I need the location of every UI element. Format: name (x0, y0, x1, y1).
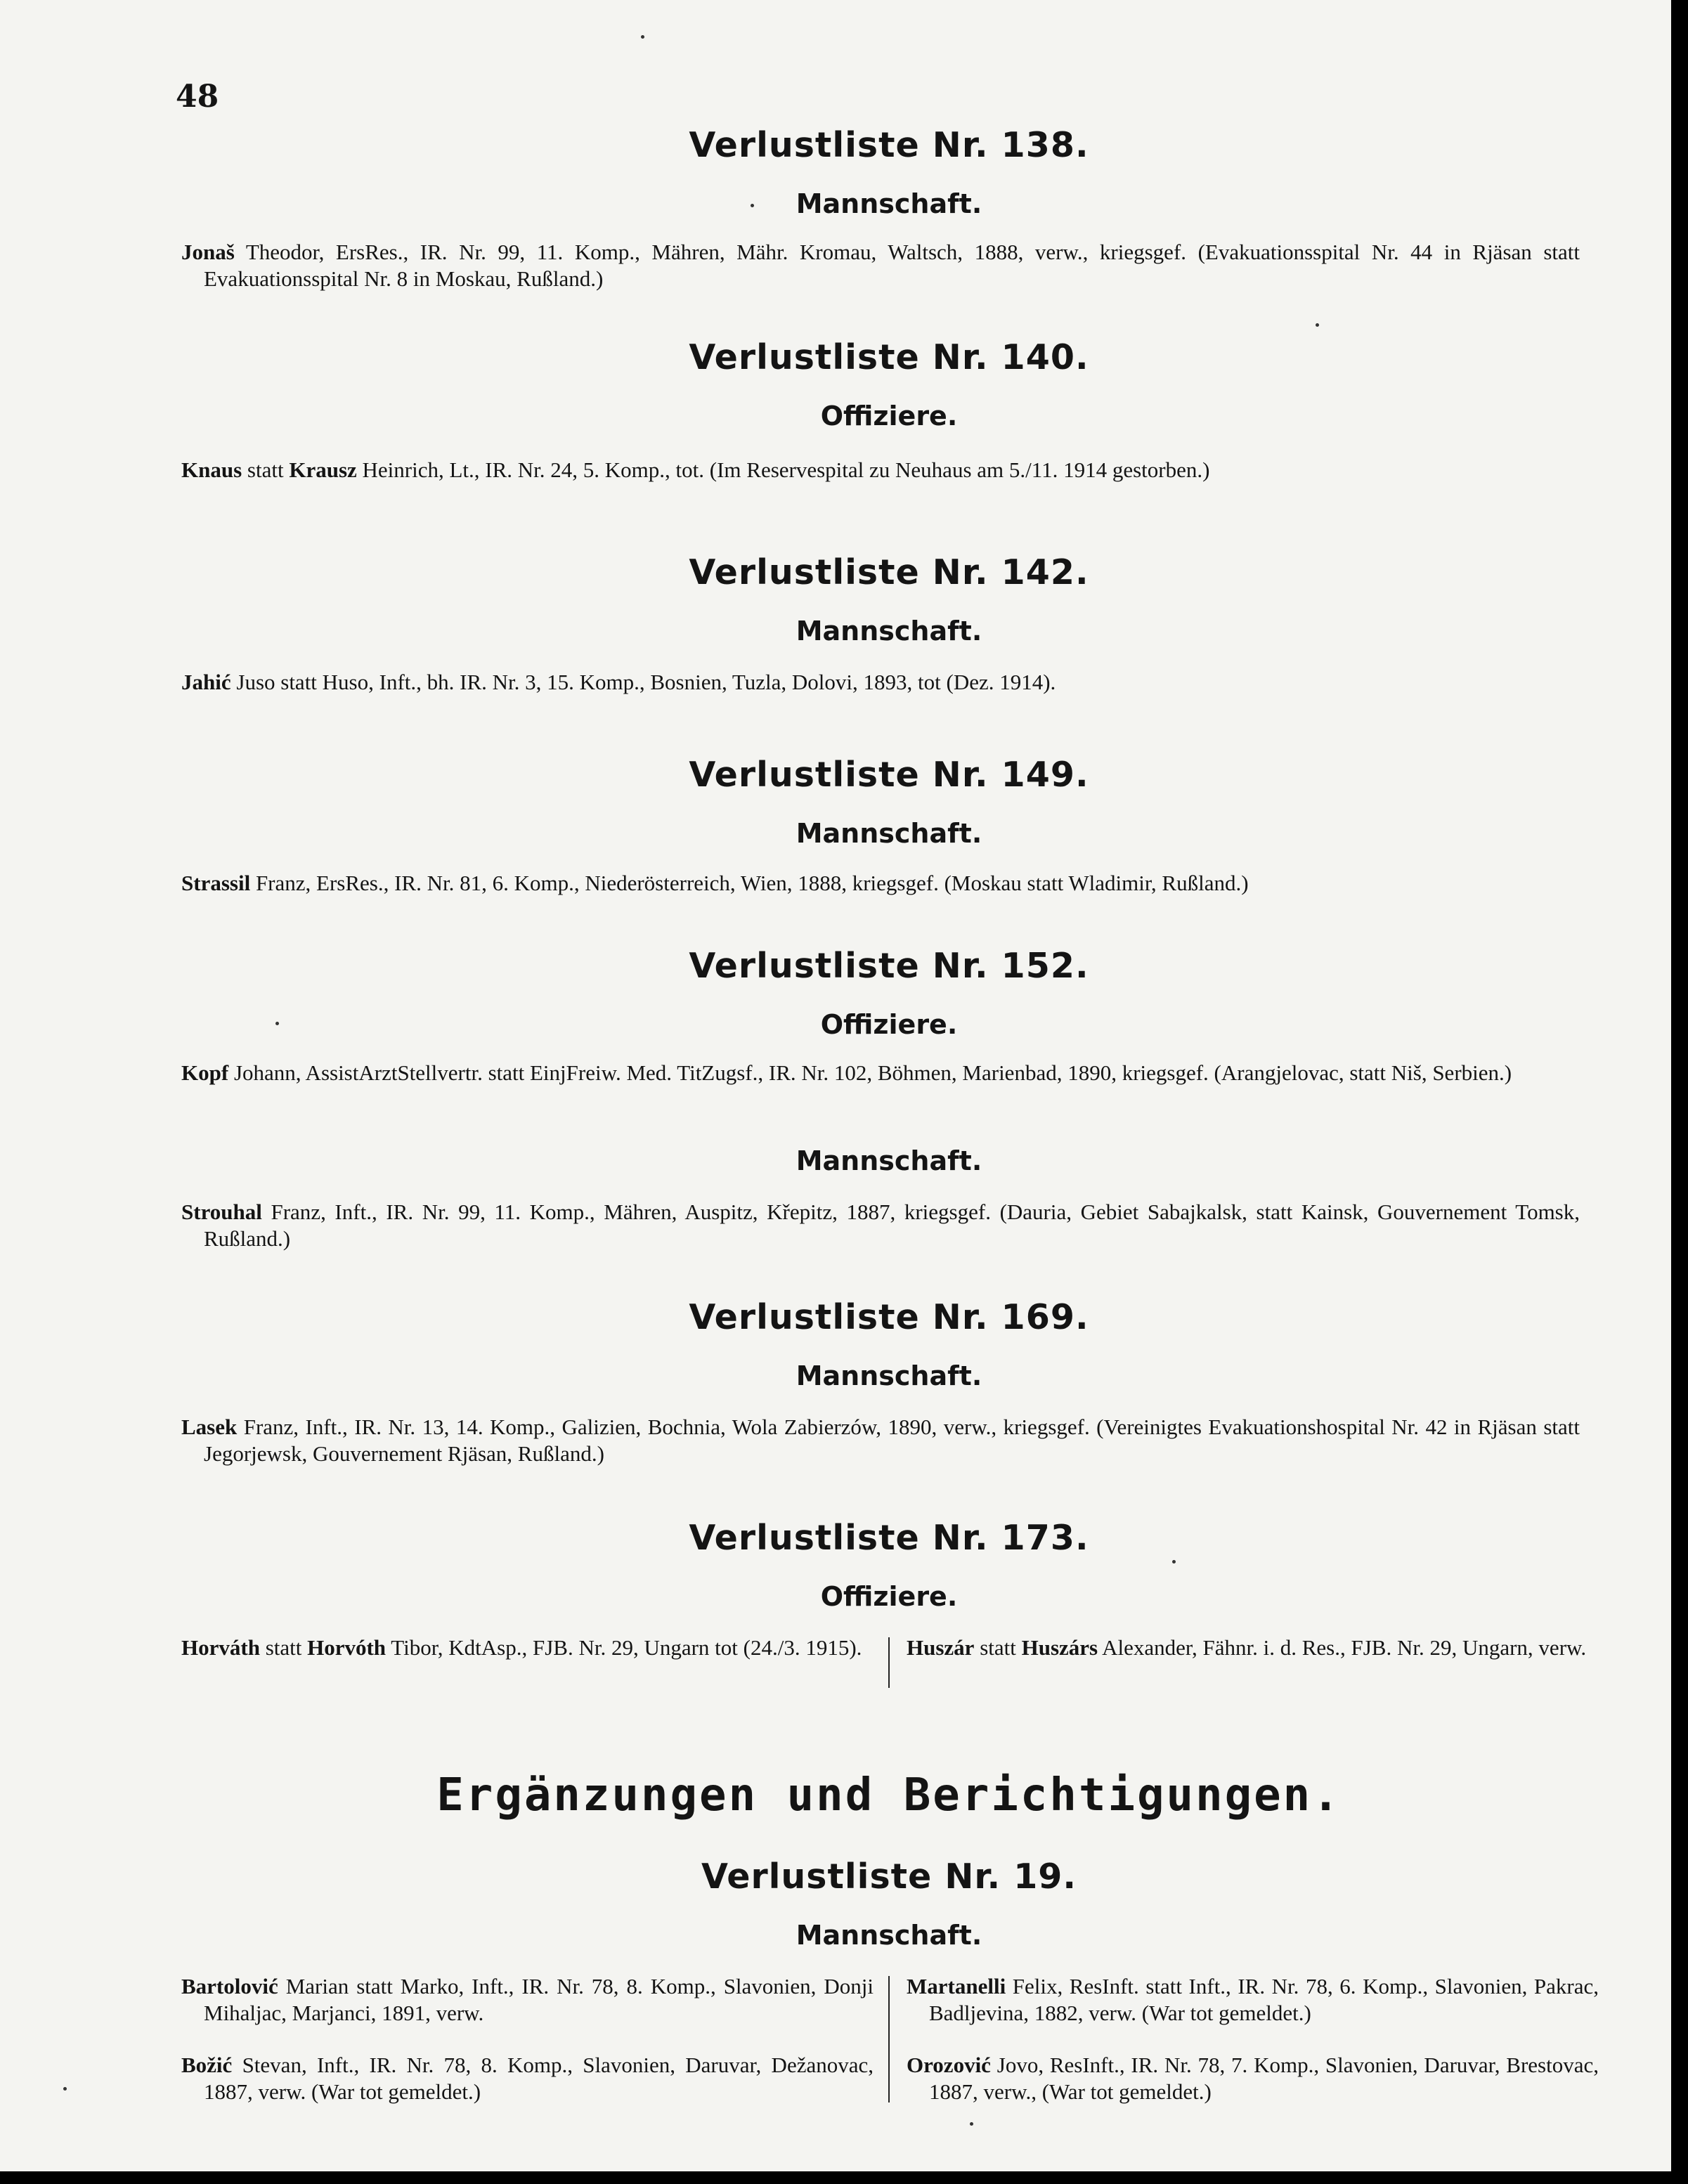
entry-name: Horváth (181, 1635, 260, 1660)
entry-text: statt (974, 1635, 1022, 1660)
column-divider (888, 1976, 890, 2102)
scan-speck (970, 2122, 973, 2126)
entry-text: Franz, Inft., IR. Nr. 13, 14. Komp., Galizien, Bochnia, Wola Zabierzów, 1890, verw., kriegsgef. (Vereinigtes Evakuationshospital Nr. 42 in Rjäsan statt Jegorjewsk, Gouvernement Rjäsan, Rußland.) (204, 1415, 1580, 1466)
entry-name-alt: Krausz (289, 457, 357, 482)
entry-text: statt (242, 457, 290, 482)
section-heading: Offiziere. (820, 1581, 958, 1612)
entry-text: Stevan, Inft., IR. Nr. 78, 8. Komp., Slavonien, Daruvar, Dežanovac, 1887, verw. (War tot gemeldet.) (204, 2053, 874, 2104)
entry-name: Strouhal (181, 1200, 262, 1224)
list-entry (181, 870, 1580, 897)
entry-name: Martanelli (907, 1974, 1006, 1998)
entry-name: Jahić (181, 670, 231, 694)
list-entry (907, 1634, 1599, 1661)
list-entry (181, 1060, 1580, 1086)
section-heading: Mannschaft. (796, 1360, 982, 1391)
entry-text: Felix, ResInft. statt Inft., IR. Nr. 78, 6. Komp., Slavonien, Pakrac, Badljevina, 1882, verw. (War tot gemeldet.) (929, 1974, 1599, 2025)
scan-speck (751, 204, 754, 207)
section-heading: Offiziere. (820, 401, 958, 431)
scan-speck (63, 2087, 67, 2091)
list-title: Verlustliste Nr. 152. (689, 946, 1089, 986)
entry-text: Juso statt Huso, Inft., bh. IR. Nr. 3, 15. Komp., Bosnien, Tuzla, Dolovi, 1893, tot (Dez. 1914). (231, 670, 1056, 694)
entry-text: Jovo, ResInft., IR. Nr. 78, 7. Komp., Slavonien, Daruvar, Brestovac, 1887, verw., (War tot gemeldet.) (929, 2053, 1599, 2104)
entry-text: statt (259, 1635, 308, 1660)
entry-text: Marian statt Marko, Inft., IR. Nr. 78, 8. Komp., Slavonien, Donji Mihaljac, Marjanci, 1891, verw. (204, 1974, 874, 2025)
list-entry (181, 669, 1580, 696)
entry-name: Knaus (181, 457, 242, 482)
entry-name-alt: Huszárs (1021, 1635, 1098, 1660)
page-number: 48 (176, 79, 219, 115)
list-title: Verlustliste Nr. 140. (689, 337, 1089, 377)
section-heading: Mannschaft. (796, 616, 982, 646)
section-heading: Mannschaft. (796, 188, 982, 219)
section-heading: Mannschaft. (796, 818, 982, 849)
entry-text: Franz, ErsRes., IR. Nr. 81, 6. Komp., Niederösterreich, Wien, 1888, kriegsgef. (Moskau statt Wladimir, Rußland.) (250, 871, 1249, 895)
list-title: Verlustliste Nr. 173. (689, 1518, 1089, 1558)
entry-name: Jonaš (181, 240, 235, 264)
entry-name: Huszár (907, 1635, 975, 1660)
list-entry (181, 1199, 1580, 1252)
scan-speck (1172, 1560, 1176, 1564)
list-entry (181, 2052, 874, 2105)
entry-text: Alexander, Fähnr. i. d. Res., FJB. Nr. 29, Ungarn, verw. (1098, 1635, 1587, 1660)
scan-speck (641, 35, 644, 39)
entry-text: Johann, AssistArztStellvertr. statt EinjFreiw. Med. TitZugsf., IR. Nr. 102, Böhmen, Marienbad, 1890, kriegsgef. (Arangjelovac, statt Niš, Serbien.) (228, 1060, 1512, 1085)
section-heading: Offiziere. (820, 1009, 958, 1040)
list-entry (181, 1634, 874, 1661)
list-title: Verlustliste Nr. 142. (689, 552, 1089, 592)
entry-name: Lasek (181, 1415, 238, 1439)
list-entry (181, 239, 1580, 292)
list-title: Verlustliste Nr. 19. (701, 1857, 1077, 1897)
list-entry (181, 457, 1580, 483)
entry-name-alt: Horvóth (307, 1635, 387, 1660)
entry-text: Heinrich, Lt., IR. Nr. 24, 5. Komp., tot. (Im Reservespital zu Neuhaus am 5./11. 1914 gestorben.) (356, 457, 1210, 482)
entry-name: Kopf (181, 1060, 229, 1085)
section-heading: Mannschaft. (796, 1920, 982, 1951)
list-title: Verlustliste Nr. 138. (689, 125, 1089, 165)
list-title: Verlustliste Nr. 149. (689, 755, 1089, 795)
scan-speck (275, 1022, 279, 1025)
supplement-heading: Ergänzungen und Berichtigungen. (436, 1769, 1342, 1821)
list-title: Verlustliste Nr. 169. (689, 1297, 1089, 1337)
scan-speck (1316, 323, 1319, 327)
entry-name: Strassil (181, 871, 251, 895)
entry-text: Theodor, ErsRes., IR. Nr. 99, 11. Komp., Mähren, Mähr. Kromau, Waltsch, 1888, verw., kriegsgef. (Evakuationsspital Nr. 44 in Rjäsan statt Evakuationsspital Nr. 8 in Moskau, Rußland.) (204, 240, 1580, 291)
entry-text: Franz, Inft., IR. Nr. 99, 11. Komp., Mähren, Auspitz, Křepitz, 1887, kriegsgef. (Dauria, Gebiet Sabajkalsk, statt Kainsk, Gouvernement Tomsk, Rußland.) (204, 1200, 1580, 1251)
list-entry (181, 1414, 1580, 1467)
entry-name: Božić (181, 2053, 233, 2077)
section-heading: Mannschaft. (796, 1145, 982, 1176)
entry-name: Bartolović (181, 1974, 278, 1998)
list-entry (907, 1973, 1599, 2027)
list-entry (907, 2052, 1599, 2105)
column-divider (888, 1637, 890, 1688)
list-entry (181, 1973, 874, 2027)
entry-name: Orozović (907, 2053, 991, 2077)
entry-text: Tibor, KdtAsp., FJB. Nr. 29, Ungarn tot (24./3. 1915). (386, 1635, 862, 1660)
